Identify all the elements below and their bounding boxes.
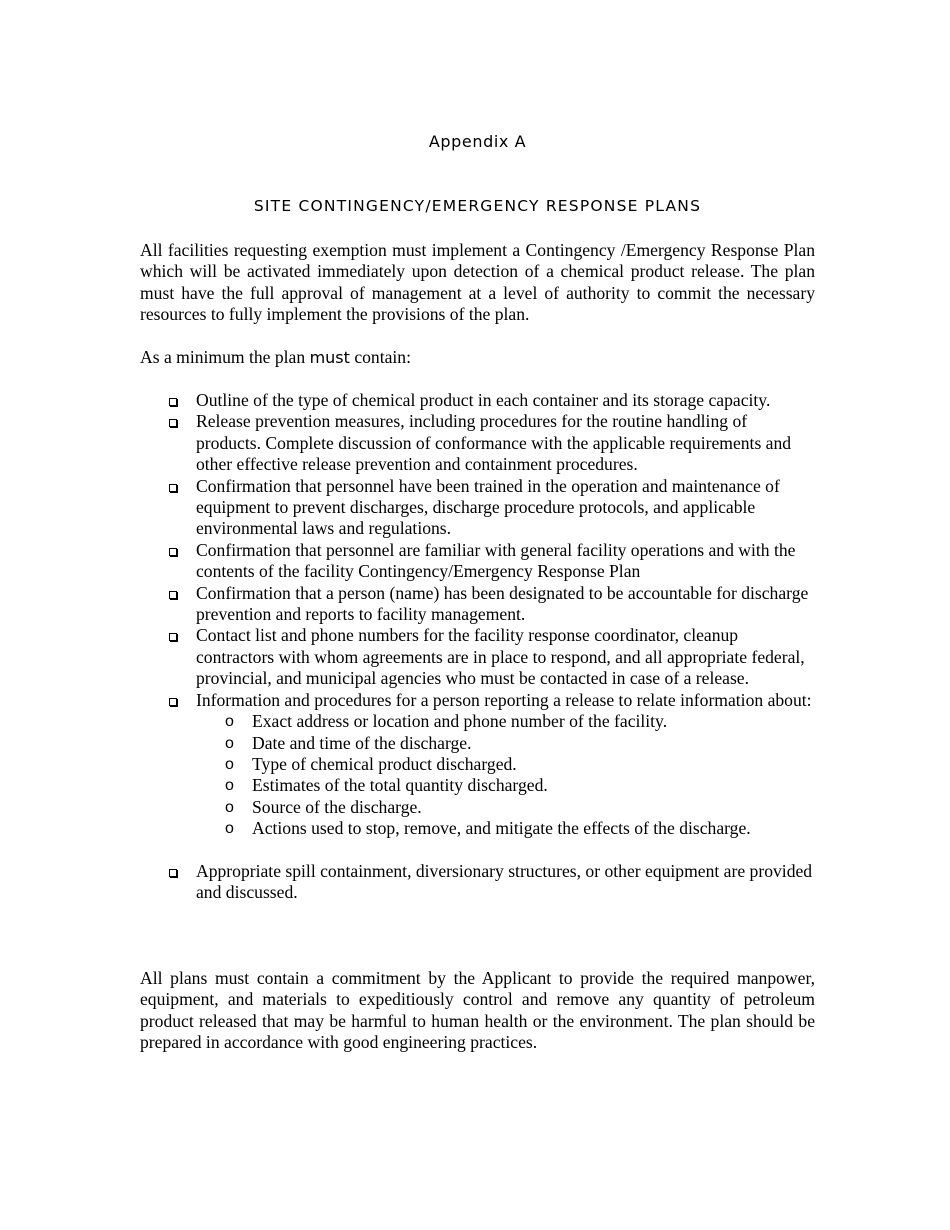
circle-bullet-icon: o	[225, 798, 234, 816]
closing-paragraph: All plans must contain a commitment by the Applicant to provide the required manpower, equipment, and materials to expeditiously control and remove any quantity of petroleum product released that may be harmful to human health or the environment. The plan should be prepared in accordance with good engineering practices.	[140, 968, 815, 1053]
list-item	[140, 476, 815, 540]
sub-list-item	[196, 797, 815, 818]
list-item-text: Confirmation that a person (name) has been designated to be accountable for discharge prevention and reports to facility management.	[196, 582, 809, 625]
checkbox-bullet-icon	[169, 698, 177, 706]
circle-bullet-icon: o	[225, 777, 234, 795]
requirements-list	[140, 390, 815, 904]
sub-list-item-text: Type of chemical product discharged.	[252, 753, 517, 774]
checkbox-bullet-icon	[169, 398, 177, 406]
list-item-text: Information and procedures for a person reporting a release to relate information about:	[196, 689, 812, 710]
list-item	[140, 540, 815, 583]
sub-list-item	[196, 733, 815, 754]
minimum-text-before: As a minimum the plan	[140, 347, 310, 367]
sub-list-item-text: Exact address or location and phone number of the facility.	[252, 711, 668, 732]
list-item	[140, 861, 815, 904]
list-item-text: Release prevention measures, including procedures for the routine handling of products. Complete discussion of conformance with the applicable requirements and other effective release prevention and containment procedures.	[196, 411, 792, 475]
minimum-text-after: contain:	[349, 347, 411, 367]
circle-bullet-icon: o	[225, 820, 234, 838]
list-item	[140, 690, 815, 840]
sub-list-item	[196, 775, 815, 796]
circle-bullet-icon: o	[225, 713, 234, 731]
checkbox-bullet-icon	[169, 591, 177, 599]
checkbox-bullet-icon	[169, 419, 177, 427]
sub-list-item	[196, 818, 815, 839]
list-item	[140, 583, 815, 626]
list-item-text: Confirmation that personnel are familiar with general facility operations and with the contents of the facility Contingency/Emergency Response Plan	[196, 539, 796, 582]
list-item-text: Confirmation that personnel have been trained in the operation and maintenance of equipment to prevent discharges, discharge procedure protocols, and applicable environmental laws and regulations.	[196, 475, 780, 539]
circle-bullet-icon: o	[225, 755, 234, 773]
list-item	[140, 411, 815, 475]
sub-list-item-text: Actions used to stop, remove, and mitigate the effects of the discharge.	[252, 818, 751, 839]
list-item-text: Outline of the type of chemical product in each container and its storage capacity.	[196, 390, 771, 410]
release-information-sublist	[196, 711, 815, 839]
list-item-text: Contact list and phone numbers for the facility response coordinator, cleanup contractors with whom agreements are in place to respond, and all appropriate federal, provincial, and municipal agencies who must be contacted in case of a release.	[196, 625, 805, 689]
sub-list-item	[196, 711, 815, 732]
sub-list-item-text: Source of the discharge.	[252, 796, 422, 817]
list-item	[140, 390, 815, 411]
checkbox-bullet-icon	[169, 548, 177, 556]
sub-list-item	[196, 754, 815, 775]
checkbox-bullet-icon	[169, 869, 177, 877]
sub-list-item-text: Estimates of the total quantity discharged.	[252, 775, 548, 796]
section-title: SITE CONTINGENCY/EMERGENCY RESPONSE PLANS	[253, 197, 702, 215]
checkbox-bullet-icon	[169, 633, 177, 641]
appendix-heading: Appendix A	[428, 132, 527, 151]
sub-list-item-text: Date and time of the discharge.	[252, 732, 472, 753]
list-item-text: Appropriate spill containment, diversionary structures, or other equipment are provided and discussed.	[196, 860, 813, 903]
list-item	[140, 625, 815, 689]
intro-paragraph: All facilities requesting exemption must implement a Contingency /Emergency Response Plan which will be activated immediately upon detection of a chemical product release. The plan must have the full approval of management at a level of authority to commit the necessary resources to fully implement the provisions of the plan.	[140, 240, 815, 325]
minimum-requirements-line	[140, 347, 815, 368]
circle-bullet-icon: o	[225, 734, 234, 752]
must-emphasis: must	[309, 348, 350, 367]
checkbox-bullet-icon	[169, 484, 177, 492]
